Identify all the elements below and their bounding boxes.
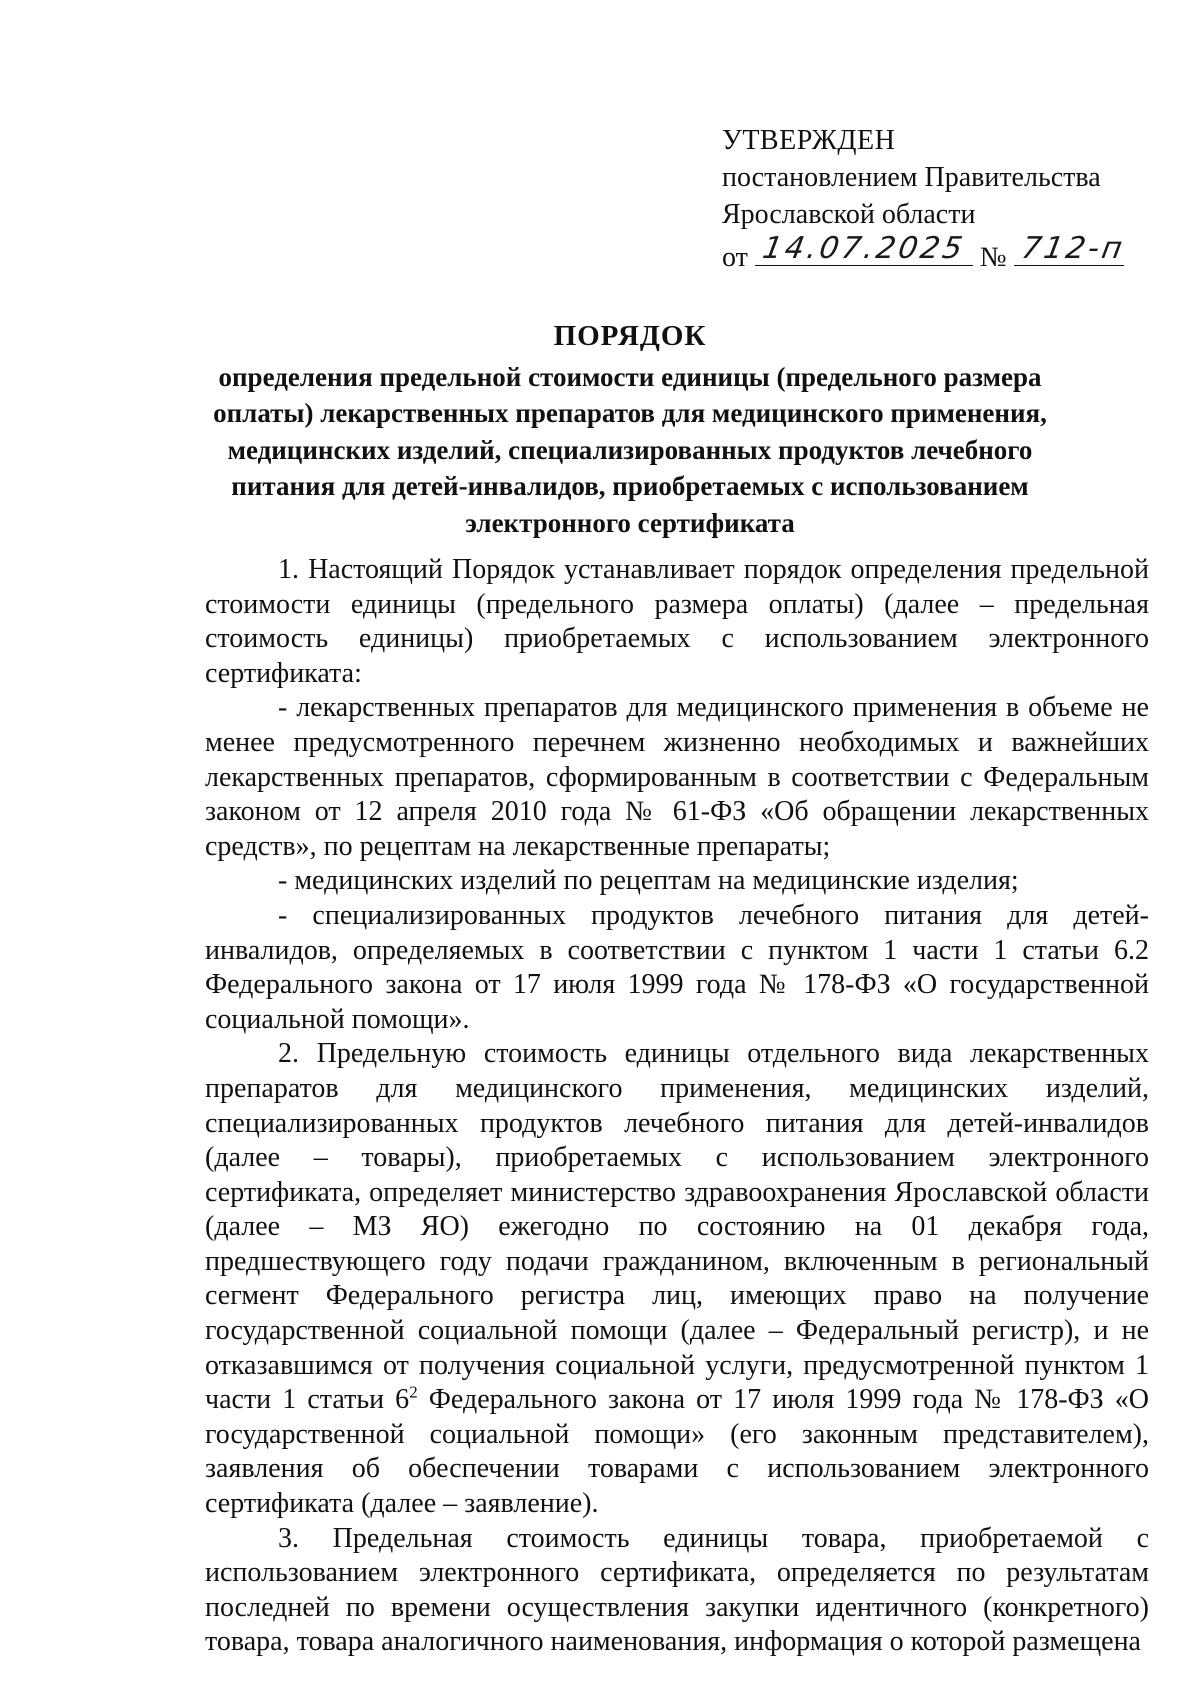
document-title-block: [200, 318, 1060, 541]
document-body: [205, 553, 1149, 1660]
list-item-nutrition-products: - специализированных продуктов лечебного питания для детей-инвалидов, определяемых в соответствии с пунктом 1 части 1 статьи 6.2 Федерального закона от 17 июля 1999 года № 178-ФЗ «О государственной социальной помощи».: [205, 899, 1149, 1035]
paragraph-2-text: 2. Предельную стоимость единицы отдельного вида лекарственных препаратов для медицинского применения, медицинских изделий, специализированных продуктов лечебного питания для детей-инвалидов (далее – товары), приобретаемых с использованием электронного сертификата, определяет министерство здравоохранения Ярославской области (далее – МЗ ЯО) ежегодно по состоянию на 01 декабря года, предшествующего году подачи гражданином, включенным в региональный сегмент Федерального регистра лиц, имеющих право на получение государственной социальной помощи (далее – Федеральный регистр), и не отказавшимся от получения социальной услуги, предусмотренной пунктом 1 части 1 статьи 6: [205, 1038, 1149, 1416]
subtitle-line: определения предельной стоимости единицы (предельного размера: [218, 361, 1042, 392]
subtitle-line: электронного сертификата: [465, 507, 795, 538]
superscript: 2: [409, 1382, 418, 1402]
approval-region-line: Ярославской области: [722, 199, 976, 230]
approval-date-number-line: [722, 233, 1162, 276]
handwritten-date: 14.07.2025: [759, 231, 968, 266]
approval-stamp-block: [722, 122, 1162, 276]
paragraph-1: 1. Настоящий Порядок устанавливает порядок определения предельной стоимости единицы (предельного размера оплаты) (далее – предельная стоимость единицы) приобретаемых с использованием электронного сертификата:: [205, 554, 1149, 689]
page-title: ПОРЯДОК: [553, 320, 707, 352]
list-item-medicines: - лекарственных препаратов для медицинского применения в объеме не менее предусмотренного перечнем жизненно необходимых и важнейших лекарственных препаратов, сформированным в соответствии с Федеральным законом от 12 апреля 2010 года № 61-ФЗ «Об обращении лекарственных средств», по рецептам на лекарственные препараты;: [205, 692, 1149, 862]
handwritten-number: 712-п: [1018, 231, 1128, 266]
date-field: [755, 233, 973, 266]
list-item-medical-devices: - медицинских изделий по рецептам на медицинские изделия;: [278, 865, 1019, 897]
subtitle-line: медицинских изделий, специализированных продуктов лечебного: [227, 434, 1033, 465]
paragraph-2: [205, 1037, 1149, 1521]
from-label: от: [722, 242, 748, 273]
paragraph-3: 3. Предельная стоимость единицы товара, приобретаемой с использованием электронного сертификата, определяется по результатам последней по времени осуществления закупки идентичного (конкретного) товара, товара аналогичного наименования, информация о которой размещена: [205, 1522, 1149, 1658]
approval-resolution-line: постановлением Правительства: [722, 162, 1101, 193]
number-label: №: [979, 242, 1007, 273]
subtitle-line: питания для детей-инвалидов, приобретаемых с использованием: [231, 471, 1029, 501]
paragraph-2-tail: Федерального закона от 17 июля 1999 года № 178-ФЗ «О государственной социальной помощи» (его законным представителем), заявления об обеспечении товарами с использованием электронного сертификата (далее – заявление).: [205, 1384, 1149, 1520]
subtitle-line: оплаты) лекарственных препаратов для медицинского применения,: [213, 398, 1047, 428]
number-field: [1014, 231, 1128, 266]
approved-label: УТВЕРЖДЕН: [722, 125, 896, 156]
